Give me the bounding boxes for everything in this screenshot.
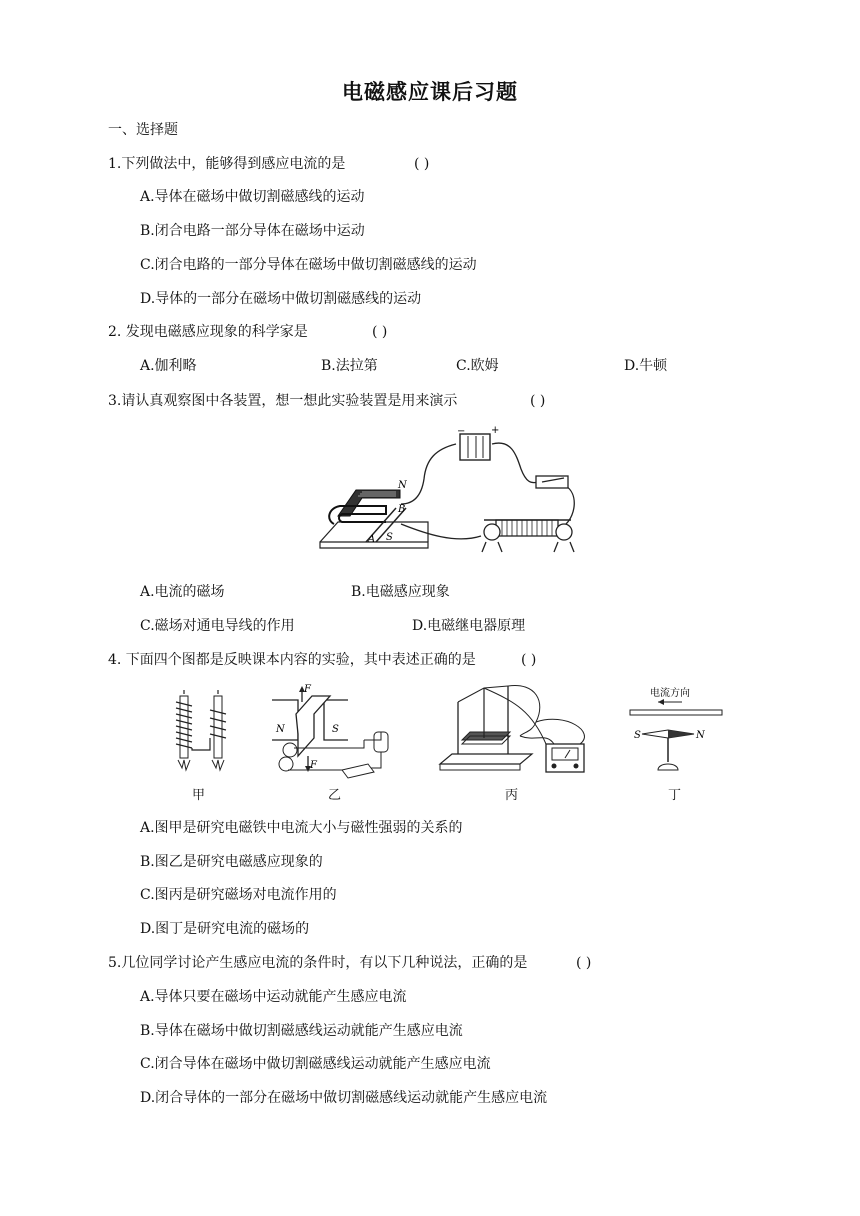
- question-4-option-a: A.图甲是研究电磁铁中电流大小与磁性强弱的关系的: [140, 820, 463, 836]
- question-4-option-b: B.图乙是研究电磁感应现象的: [140, 854, 323, 870]
- question-1-option-b: B.闭合电路一部分导体在磁场中运动: [140, 223, 365, 239]
- conductor-a-label: A: [368, 534, 376, 545]
- question-3-option-b: B.电磁感应现象: [351, 584, 450, 600]
- question-2-option-b: B.法拉第: [321, 358, 378, 374]
- question-2-option-a: A.伽利略: [140, 358, 197, 374]
- question-3-option-a: A.电流的磁场: [140, 584, 225, 600]
- figure-bing-caption: 丙: [505, 788, 519, 803]
- figure-yi-caption: 乙: [328, 788, 342, 803]
- question-4-option-c: C.图丙是研究磁场对电流作用的: [140, 887, 337, 903]
- figure-yi-generator: [268, 684, 408, 784]
- battery-plus-label: +: [491, 425, 500, 436]
- question-5-option-b: B.导体在磁场中做切割磁感线运动就能产生感应电流: [140, 1023, 463, 1039]
- question-3-apparatus-figure: [316, 424, 586, 554]
- page-title: 电磁感应课后习题: [342, 79, 518, 104]
- question-2-option-c: C.欧姆: [456, 358, 499, 374]
- battery-box: [460, 434, 490, 460]
- question-1-option-d: D.导体的一部分在磁场中做切割磁感线的运动: [140, 291, 422, 307]
- current-direction-label: 电流方向: [650, 688, 690, 699]
- figure-jia-caption: 甲: [192, 788, 206, 803]
- question-3-stem: 3.请认真观察图中各装置，想一想此实验装置是用来演示: [108, 393, 458, 409]
- question-1-option-a: A.导体在磁场中做切割磁感线的运动: [140, 189, 365, 205]
- question-5-answer-blank: ( ): [576, 955, 592, 971]
- magnet-n-label: N: [398, 480, 407, 491]
- conductor-b-label: B: [398, 504, 406, 515]
- figure-ding-caption: 丁: [668, 788, 682, 803]
- question-3-option-c: C.磁场对通电导线的作用: [140, 618, 295, 634]
- question-2-option-d: D.牛顿: [624, 358, 668, 374]
- section-heading: 一、选择题: [108, 122, 178, 138]
- question-3-option-d: D.电磁继电器原理: [412, 618, 526, 634]
- figure-jia-electromagnets: [168, 690, 238, 780]
- figure-yi-f-bottom-label: F: [310, 760, 317, 771]
- question-5-option-d: D.闭合导体的一部分在磁场中做切割磁感线运动就能产生感应电流: [140, 1090, 548, 1106]
- figure-yi-n-label: N: [276, 724, 285, 735]
- compass-s-label: S: [634, 730, 641, 741]
- battery-minus-label: −: [457, 426, 466, 437]
- question-1-stem: 1.下列做法中，能够得到感应电流的是: [108, 156, 346, 172]
- question-4-option-d: D.图丁是研究电流的磁场的: [140, 921, 310, 937]
- question-5-stem: 5.几位同学讨论产生感应电流的条件时，有以下几种说法，正确的是: [108, 955, 528, 971]
- figure-yi-s-label: S: [332, 724, 339, 735]
- figure-yi-f-top-label: F: [304, 684, 311, 695]
- question-3-answer-blank: ( ): [530, 393, 546, 409]
- question-4-stem: 4. 下面四个图都是反映课本内容的实验，其中表述正确的是: [108, 652, 476, 668]
- question-5-option-a: A.导体只要在磁场中运动就能产生感应电流: [140, 989, 407, 1005]
- question-1-answer-blank: ( ): [414, 156, 430, 172]
- compass-n-label: N: [696, 730, 705, 741]
- question-4-answer-blank: ( ): [521, 652, 537, 668]
- question-1-option-c: C.闭合电路的一部分导体在磁场中做切割磁感线的运动: [140, 257, 477, 273]
- magnet-s-label: S: [386, 532, 393, 543]
- question-2-answer-blank: ( ): [372, 324, 388, 340]
- figure-ding-compass: [628, 684, 724, 780]
- figure-bing-apparatus: [436, 682, 606, 782]
- question-2-stem: 2. 发现电磁感应现象的科学家是: [108, 324, 308, 340]
- question-5-option-c: C.闭合导体在磁场中做切割磁感线运动就能产生感应电流: [140, 1056, 491, 1072]
